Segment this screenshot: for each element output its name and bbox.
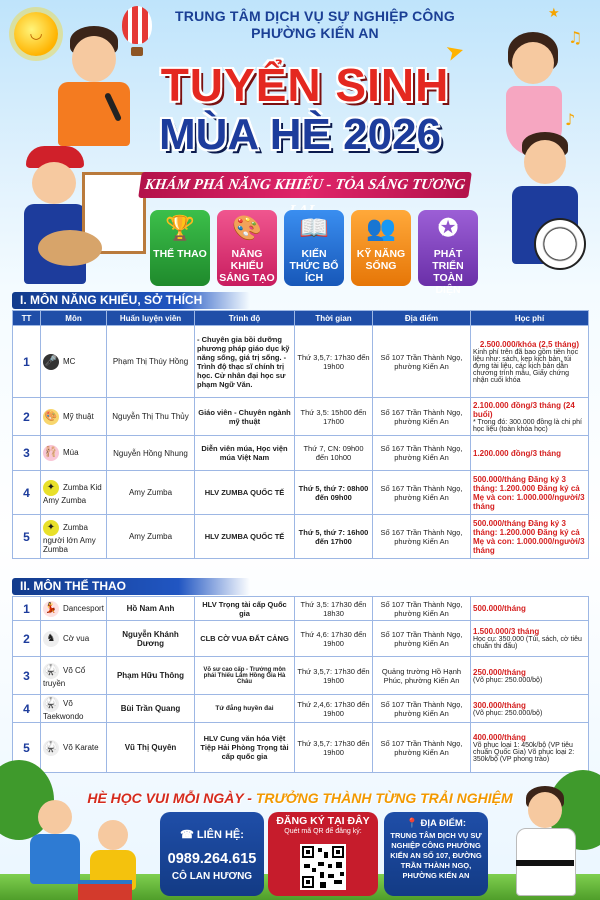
- zumba-logo-icon: ✦: [43, 520, 59, 536]
- qr-code[interactable]: [300, 844, 346, 890]
- footer-slogan: HÈ HỌC VUI MỖI NGÀY - TRƯỞNG THÀNH TỪNG TRẢI NGHIỆM: [87, 790, 513, 806]
- palette-icon: 🎨: [43, 409, 59, 425]
- category-life-skills: 👥 KỸ NĂNG SỐNG: [351, 210, 411, 286]
- table-row: 5 🥋 Võ Karate Vũ Thị Quyên HLV Cung văn hóa Việt Tiệp Hải Phòng Trọng tài cấp quốc gia Thứ 3,5,7: 17h30 đến 19h00 Số 107 Trần Thành Ngọ, phường Kiến An 400.000/tháng Võ phục loại 1: 450k/bộ (VP tiêu chuẩn Quốc Gia) Võ phục loại 2: 350k/bộ (VP phong trào): [13, 723, 589, 773]
- karate-icon: 🥋: [43, 740, 59, 756]
- title-line-1: TUYỂN SINH: [160, 59, 450, 111]
- contact-phone[interactable]: 0989.264.615: [167, 851, 257, 867]
- category-creative: 🎨 NĂNG KHIẾU SÁNG TẠO: [217, 210, 277, 286]
- book-icon: 📖: [299, 215, 329, 242]
- kids-reading-illustration: [16, 800, 156, 900]
- zumba-logo-icon: ✦: [43, 480, 59, 496]
- girl-painter-illustration: [12, 146, 142, 286]
- books-icon: [78, 880, 132, 900]
- address-text: TRUNG TÂM DỊCH VỤ SỰ NGHIỆP CÔNG PHƯỜNG KIẾN AN SỐ 107, ĐƯỜNG TRẦN THÀNH NGỌ, PHƯỜNG KIẾN AN: [390, 831, 482, 880]
- category-knowledge: 📖 KIẾN THỨC BỔ ÍCH: [284, 210, 344, 286]
- organization-name: TRUNG TÂM DỊCH VỤ SỰ NGHIỆP CÔNG PHƯỜNG KIẾN AN: [175, 8, 455, 41]
- table-row: 1 💃 Dancesport Hồ Nam Anh HLV Trọng tài cấp Quốc gia Thứ 3,5: 17h30 đến 18h30 Số 107 Trần Thành Ngọ, phường Kiến An 500.000/tháng: [13, 597, 589, 621]
- table-row: 5 ✦ Zumba người lớn Amy Zumba Amy Zumba HLV ZUMBA QUỐC TẾ Thứ 5, thứ 7: 16h00 đến 17h00 Số 167 Trần Thành Ngọ, phường Kiến An 500.000/tháng Đăng ký 3 tháng: 1.200.000 Đăng ký cả Mẹ và con: 1.000.000/người/3 tháng: [13, 515, 589, 559]
- palette-icon: 🎨: [232, 215, 262, 242]
- category-development: ✪ PHÁT TRIỂN TOÀN DIỆN: [418, 210, 478, 286]
- music-note-icon: ♫: [568, 28, 583, 47]
- section-1-title: I. MÔN NĂNG KHIẾU, SỞ THÍCH: [12, 292, 250, 309]
- sun-icon: ◡: [14, 12, 58, 56]
- title-line-2: MÙA HÈ 2026: [158, 110, 442, 159]
- table-row: 1 🎤 MC Phạm Thị Thúy Hồng - Chuyên gia bồi dưỡng phương pháp giáo dục kỹ năng sống, giá trị sống. - Trình độ thạc sĩ chính trị học. Cử nhân đại học sư phạm Ngữ Văn. Thứ 3,5,7: 17h30 đến 19h00 Số 107 Trần Thành Ngọ, phường Kiến An 2.500.000/khóa (2,5 tháng) Kinh phí trên đã bao gồm tiền học liệu như: sách, kẹp kịch bản, túi đựng tài liệu, các kịch bản dẫn chương trình mẫu, Giấy chứng nhận cuối khóa: [13, 326, 589, 398]
- ballet-shoes-icon: 🩰: [43, 445, 59, 461]
- people-icon: 👥: [366, 215, 396, 242]
- table-row: 2 ♞ Cờ vua Nguyễn Khánh Dương CLB CỜ VUA ĐẤT CẢNG Thứ 4,6: 17h30 đến 19h00 Số 107 Trần Thành Ngọ, phường Kiến An 1.500.000/3 tháng Học cụ: 350.000 (Túi, sách, cờ tiêu chuẩn thi đấu): [13, 621, 589, 657]
- section-2-title: II. MÔN THỂ THAO: [12, 578, 250, 595]
- category-row: [150, 210, 480, 296]
- table-row: 4 🥋 Võ Taekwondo Bùi Trần Quang Tứ đẳng huyền đai Thứ 2,4,6: 17h30 đến 19h00 Số 107 Trần Thành Ngọ, phường Kiến An 300.000/tháng (Võ phục: 250.000/bộ): [13, 695, 589, 723]
- register-subtitle: Quét mã QR để đăng ký:: [284, 828, 362, 835]
- trophy-icon: 🏆: [165, 215, 195, 242]
- chess-icon: ♞: [43, 631, 59, 647]
- register-box: [268, 812, 378, 896]
- address-box: [384, 812, 488, 896]
- contact-box: [160, 812, 264, 896]
- taekwondo-icon: 🥋: [43, 696, 59, 712]
- category-sports: 🏆 THỂ THAO: [150, 210, 210, 286]
- table-row: 3 🩰 Múa Nguyễn Hồng Nhung Diễn viên múa, Học viện múa Việt Nam Thứ 7, CN: 09h00 đến 10h00 Số 167 Trần Thành Ngọ, phường Kiến An 1.200.000 đồng/3 tháng: [13, 436, 589, 471]
- table-header: TT Môn Huấn luyện viên Trình độ Thời gian Địa điểm Học phí: [13, 311, 589, 326]
- paper-plane-icon: ➤: [443, 38, 468, 67]
- football-icon: [534, 218, 586, 270]
- table-row: 3 🥋 Võ Cổ truyền Phạm Hữu Thông Võ sư cao cấp - Trưởng môn phái Thiếu Lâm Hồng Gia Hà Châu Thứ 3,5,7: 17h30 đến 19h00 Quảng trường Hồ Hạnh Phúc, phường Kiến An 250.000/tháng (Võ phục: 250.000/bộ): [13, 657, 589, 695]
- address-label: 📍 ĐỊA ĐIỂM:: [405, 818, 467, 829]
- table-sports: [12, 596, 589, 773]
- star-person-icon: ✪: [437, 215, 459, 242]
- dancers-icon: 💃: [43, 601, 59, 617]
- location-pin-icon: 📍: [405, 818, 418, 829]
- boy-football-illustration: [498, 132, 598, 292]
- martial-arts-icon: 🥋: [43, 663, 59, 679]
- contact-name: CÔ LAN HƯƠNG: [171, 871, 253, 882]
- music-note-icon: ♪: [565, 110, 576, 129]
- table-talent: [12, 310, 589, 559]
- contact-label: ☎ LIÊN HỆ:: [180, 829, 244, 841]
- microphone-icon: 🎤: [43, 354, 59, 370]
- header-slogan: KHÁM PHÁ NĂNG KHIẾU - TỎA SÁNG TƯƠNG: [138, 172, 472, 198]
- table-row: 2 🎨 Mỹ thuật Nguyễn Thị Thu Thủy Giáo viên - Chuyên ngành mỹ thuật Thứ 3,5: 15h00 đến 17h00 Số 167 Trần Thành Ngọ, phường Kiến An 2.100.000 đồng/3 tháng (24 buổi) * Trong đó: 300.000 đồng là chi phí học liệu (toàn khóa học): [13, 398, 589, 436]
- star-icon: ★: [548, 6, 560, 21]
- register-title: ĐĂNG KÝ TẠI ĐÂY: [276, 815, 370, 827]
- table-row: 4 ✦ Zumba Kid Amy Zumba Amy Zumba HLV ZUMBA QUỐC TẾ Thứ 5, thứ 7: 08h00 đến 09h00 Số 167 Trần Thành Ngọ, phường Kiến An 500.000/tháng Đăng ký 3 tháng: 1.200.000 Đăng ký cả Mẹ và con: 1.000.000/người/3 tháng: [13, 471, 589, 515]
